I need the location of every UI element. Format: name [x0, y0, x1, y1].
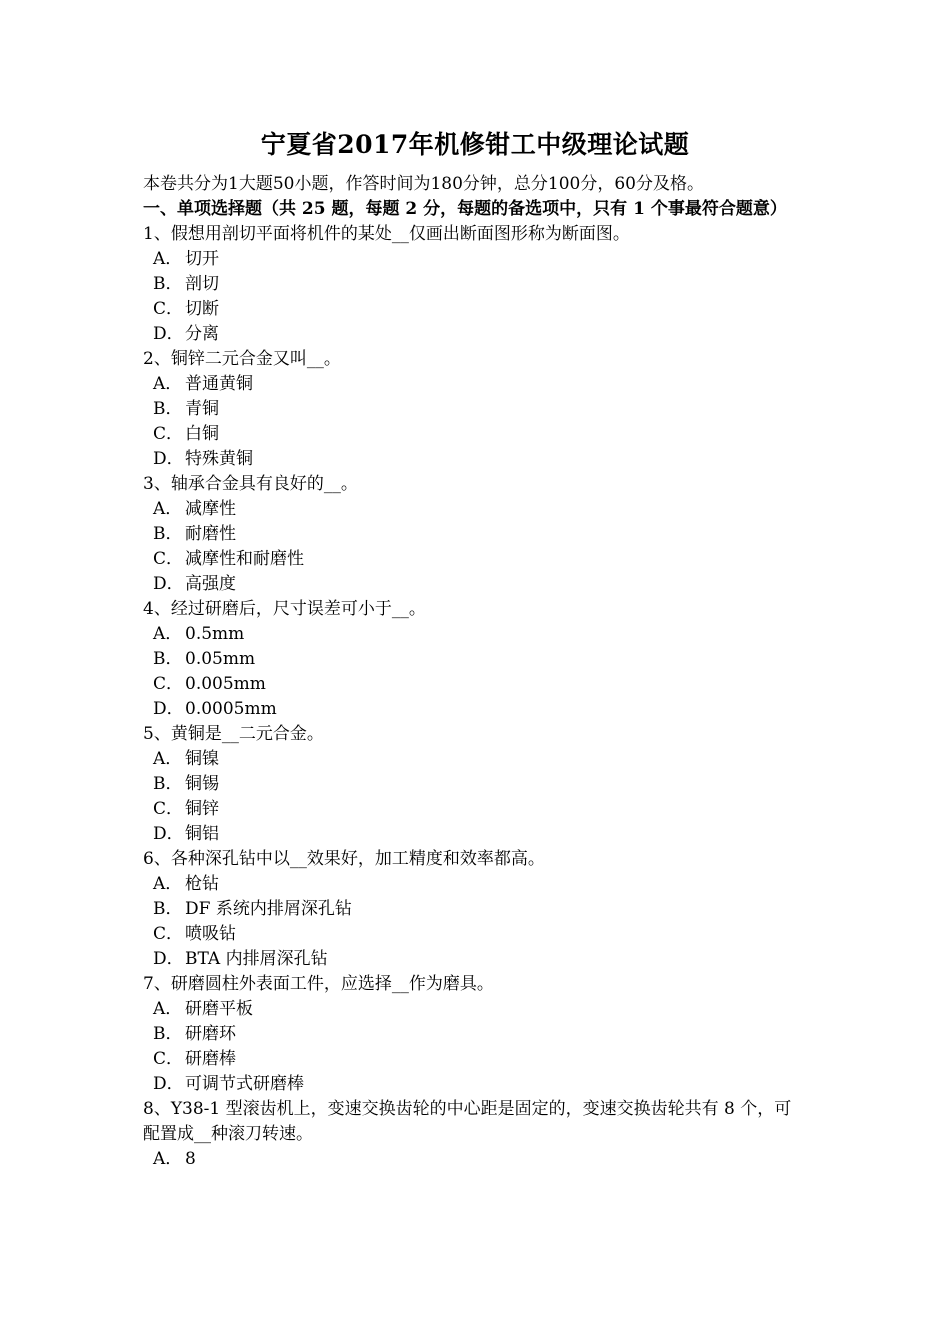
option-letter: D． [153, 824, 184, 844]
option-letter: C． [153, 549, 184, 569]
option-text: BTA 内排屑深孔钻 [185, 949, 328, 969]
option-text: 白铜 [185, 424, 219, 444]
option-letter: C． [153, 1049, 184, 1069]
option-letter: D． [153, 1074, 184, 1094]
answer-option [143, 797, 808, 822]
option-text: 减摩性 [185, 499, 236, 519]
option-letter: B． [153, 649, 183, 669]
answer-option [143, 1022, 808, 1047]
answer-option [143, 322, 808, 347]
option-text: 高强度 [185, 574, 236, 594]
option-letter: B． [153, 399, 183, 419]
option-letter: A． [153, 374, 183, 394]
option-text: 枪钻 [185, 874, 219, 894]
option-text: 减摩性和耐磨性 [185, 549, 304, 569]
option-text: 铜锡 [185, 774, 219, 794]
question-text: 6、各种深孔钻中以__效果好，加工精度和效率都高。 [143, 849, 545, 869]
answer-option [143, 647, 808, 672]
option-text: 可调节式研磨棒 [185, 1074, 304, 1094]
option-letter: B． [153, 774, 183, 794]
option-letter: C． [153, 799, 184, 819]
document-body [143, 172, 808, 1172]
option-letter: A． [153, 1149, 183, 1169]
option-text: 铜铝 [185, 824, 219, 844]
answer-option [143, 372, 808, 397]
answer-option [143, 497, 808, 522]
option-letter: D． [153, 574, 184, 594]
section-heading: 一、单项选择题（共 25 题，每题 2 分，每题的备选项中，只有 1 个事最符合题意） [143, 199, 787, 219]
option-letter: A． [153, 999, 183, 1019]
answer-option [143, 1047, 808, 1072]
question-text: 7、研磨圆柱外表面工件，应选择__作为磨具。 [143, 974, 494, 994]
option-text: 研磨平板 [185, 999, 253, 1019]
option-text: 0.5mm [185, 624, 245, 644]
option-letter: A． [153, 624, 183, 644]
option-letter: C． [153, 674, 184, 694]
option-letter: A． [153, 749, 183, 769]
option-letter: C． [153, 924, 184, 944]
option-text: 0.005mm [185, 674, 266, 694]
option-text: 研磨棒 [185, 1049, 236, 1069]
question-text: 3、轴承合金具有良好的__。 [143, 474, 358, 494]
question-text: 8、Y38-1 型滚齿机上，变速交换齿轮的中心距是固定的，变速交换齿轮共有 8 个，可配置成__种滚刀转速。 [143, 1099, 792, 1144]
option-letter: D． [153, 699, 184, 719]
option-letter: A． [153, 874, 183, 894]
answer-option [143, 697, 808, 722]
option-text: 研磨环 [185, 1024, 236, 1044]
option-text: 普通黄铜 [185, 374, 253, 394]
option-letter: D． [153, 449, 184, 469]
answer-option [143, 1147, 808, 1172]
option-letter: B． [153, 524, 183, 544]
option-text: 喷吸钻 [185, 924, 236, 944]
answer-option [143, 272, 808, 297]
question-text: 4、经过研磨后，尺寸误差可小于__。 [143, 599, 426, 619]
answer-option [143, 772, 808, 797]
option-letter: D． [153, 949, 184, 969]
option-letter: C． [153, 299, 184, 319]
answer-option [143, 547, 808, 572]
answer-option [143, 947, 808, 972]
answer-option [143, 622, 808, 647]
option-letter: B． [153, 274, 183, 294]
answer-option [143, 997, 808, 1022]
option-text: DF 系统内排屑深孔钻 [185, 899, 352, 919]
answer-option [143, 422, 808, 447]
option-text: 切断 [185, 299, 219, 319]
answer-option [143, 872, 808, 897]
answer-option [143, 572, 808, 597]
exam-intro: 本卷共分为1大题50小题，作答时间为180分钟，总分100分，60分及格。 [143, 174, 704, 194]
option-text: 青铜 [185, 399, 219, 419]
option-letter: B． [153, 1024, 183, 1044]
document-title: 宁夏省2017年机修钳工中级理论试题 [260, 130, 690, 159]
question-text: 1、假想用剖切平面将机件的某处__仅画出断面图形称为断面图。 [143, 224, 630, 244]
answer-option [143, 822, 808, 847]
option-text: 特殊黄铜 [185, 449, 253, 469]
option-text: 铜锌 [185, 799, 219, 819]
answer-option [143, 522, 808, 547]
answer-option [143, 747, 808, 772]
option-text: 0.0005mm [185, 699, 277, 719]
option-letter: A． [153, 499, 183, 519]
option-text: 8 [185, 1149, 196, 1169]
question-text: 2、铜锌二元合金又叫__。 [143, 349, 341, 369]
option-letter: C． [153, 424, 184, 444]
option-letter: D． [153, 324, 184, 344]
question-text: 5、黄铜是__二元合金。 [143, 724, 324, 744]
answer-option [143, 922, 808, 947]
answer-option [143, 247, 808, 272]
answer-option [143, 297, 808, 322]
option-text: 耐磨性 [185, 524, 236, 544]
answer-option [143, 1072, 808, 1097]
option-text: 铜镍 [185, 749, 219, 769]
option-text: 分离 [185, 324, 219, 344]
answer-option [143, 397, 808, 422]
answer-option [143, 672, 808, 697]
option-letter: B． [153, 899, 183, 919]
option-text: 切开 [185, 249, 219, 269]
option-text: 剖切 [185, 274, 219, 294]
answer-option [143, 897, 808, 922]
option-letter: A． [153, 249, 183, 269]
option-text: 0.05mm [185, 649, 256, 669]
answer-option [143, 447, 808, 472]
